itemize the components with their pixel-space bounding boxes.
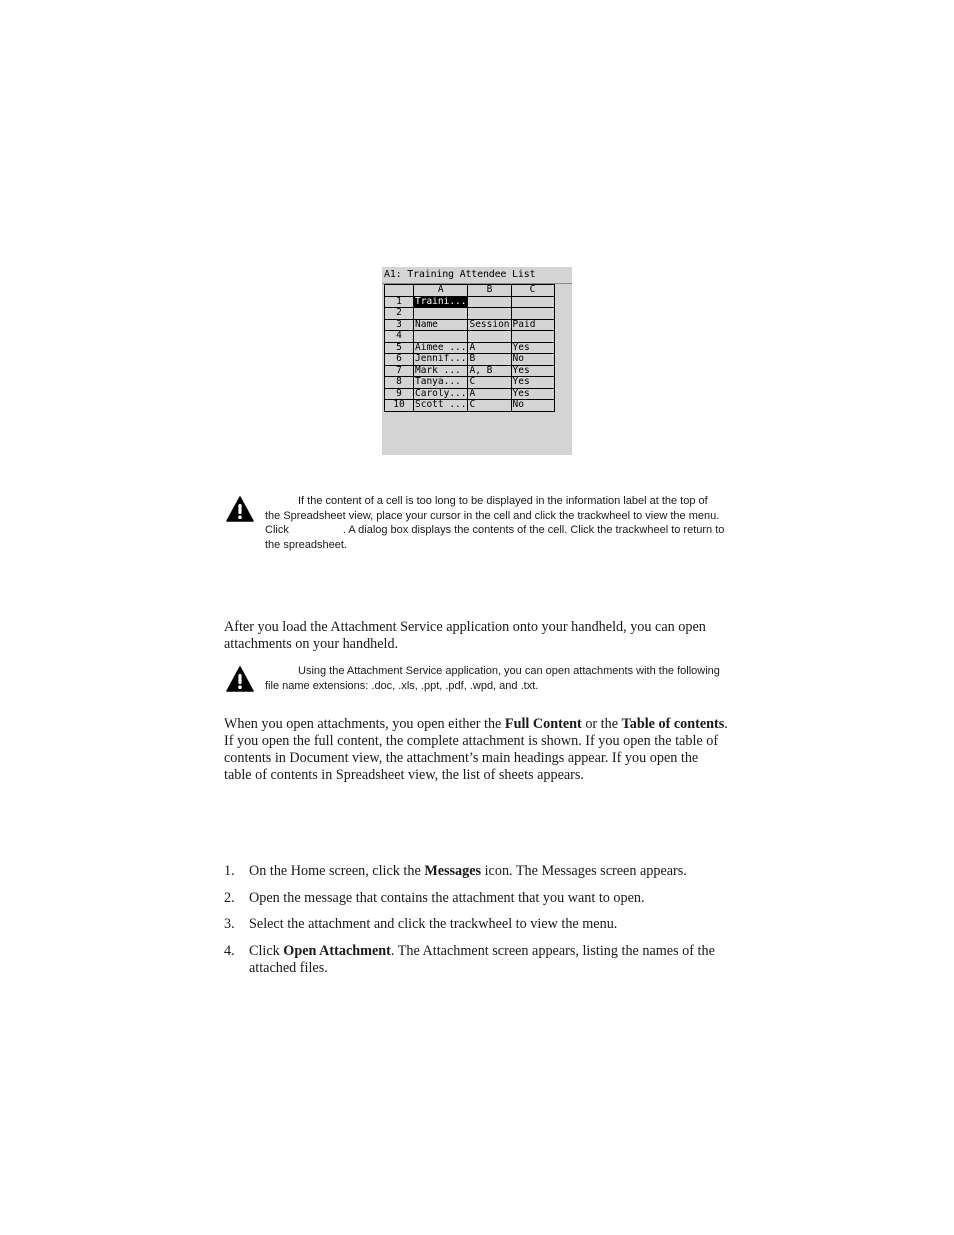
table-row	[385, 388, 555, 400]
table-row	[385, 331, 555, 343]
row-number: 8	[385, 377, 414, 389]
warning-icon	[226, 666, 254, 692]
table-row	[385, 308, 555, 320]
spreadsheet-cell[interactable]	[511, 296, 554, 308]
row-number: 10	[385, 400, 414, 412]
spreadsheet-cell[interactable]: Yes	[511, 377, 554, 389]
row-number: 2	[385, 308, 414, 320]
row-number: 3	[385, 319, 414, 331]
step-number: 3.	[224, 916, 235, 932]
spreadsheet-cell[interactable]: Aimee ...	[415, 342, 467, 353]
table-row	[385, 365, 555, 377]
spreadsheet-cell[interactable]	[511, 308, 554, 320]
table-row	[385, 400, 555, 412]
spreadsheet-cell[interactable]: Scott ...	[415, 399, 467, 411]
warning-icon	[226, 496, 254, 522]
step-ui-term: Open Attachment	[283, 942, 391, 959]
step-text: Open the message that contains the attachment that you want to open.	[249, 889, 645, 906]
spreadsheet-cell[interactable]	[414, 331, 468, 343]
step-number: 4.	[224, 942, 235, 959]
spreadsheet-cell[interactable]: No	[511, 400, 554, 412]
note-text-part1: If the content of a cell is too long to be displayed in the information label at the top of the Spreadsheet view, place your cursor in the cell and click the trackwheel to view the menu. Click	[265, 495, 720, 537]
para-text: . If you open the full content, the complete attachment is shown. If you open the table of contents in Document view, the attachment’s main headings appear. If you open the table of contents in Spreadsheet view, the list of sheets appears.	[224, 716, 728, 783]
spreadsheet-cell[interactable]: B	[468, 354, 511, 366]
spreadsheet-cell[interactable]: Tanya...	[414, 377, 468, 389]
row-number: 6	[385, 354, 414, 366]
table-row	[385, 377, 555, 389]
note-cell-content	[226, 494, 726, 552]
step-item	[224, 943, 729, 977]
spreadsheet-cell[interactable]: Paid	[511, 319, 554, 331]
spreadsheet-cell[interactable]: Traini...	[415, 296, 467, 307]
step-text: Select the attachment and click the trackwheel to view the menu.	[249, 916, 618, 932]
information-label: A1: Training Attendee List	[384, 269, 536, 280]
table-row	[385, 296, 555, 308]
spreadsheet-cell[interactable]	[468, 331, 511, 343]
table-row	[385, 354, 555, 366]
spreadsheet-cell[interactable]: No	[511, 354, 554, 366]
row-number: 4	[385, 331, 414, 343]
spreadsheet-cell[interactable]: A	[468, 388, 511, 400]
step-number: 1.	[224, 863, 235, 879]
table-row	[385, 342, 555, 354]
intro-paragraph: After you load the Attachment Service application onto your handheld, you can open attachments on your handheld.	[224, 619, 706, 652]
note-text: Using the Attachment Service application, you can open attachments with the following file name extensions: .doc, .xls, .ppt, .pdf, .wpd, and .txt.	[265, 665, 720, 692]
column-header[interactable]: A	[414, 285, 468, 297]
para-text: When you open attachments, you open either the	[224, 716, 505, 732]
spreadsheet-cell[interactable]: Yes	[511, 342, 554, 354]
full-content-term: Full Content	[504, 716, 582, 732]
step-item	[224, 890, 729, 907]
step-item	[224, 916, 729, 933]
spreadsheet-cell[interactable]	[468, 296, 511, 308]
spreadsheet-cell[interactable]: Session	[469, 319, 510, 330]
spreadsheet-cell[interactable]: Name	[414, 319, 468, 331]
spreadsheet-cell[interactable]: Yes	[511, 365, 554, 377]
row-number: 7	[385, 365, 414, 377]
spreadsheet-cell[interactable]: A	[468, 342, 511, 354]
spreadsheet-cell[interactable]	[511, 331, 554, 343]
step-item	[224, 863, 729, 880]
table-of-contents-term: Table of contents	[621, 716, 725, 732]
spreadsheet-cell[interactable]: A, B	[468, 365, 511, 377]
column-header[interactable]: B	[468, 285, 511, 297]
spreadsheet-cell[interactable]: Jennif...	[415, 353, 467, 365]
row-number: 5	[385, 342, 414, 354]
row-number: 1	[385, 296, 414, 308]
step-text: icon. The Messages screen appears.	[481, 863, 687, 879]
row-number: 9	[385, 388, 414, 400]
spreadsheet-cell[interactable]: Mark ...	[414, 365, 468, 377]
table-row	[385, 319, 555, 331]
spreadsheet-cell[interactable]: Yes	[511, 388, 554, 400]
para-text: or the	[581, 716, 622, 732]
step-number: 2.	[224, 889, 235, 906]
step-ui-term: Messages	[424, 863, 482, 879]
note-file-extensions	[226, 664, 726, 693]
open-attachments-paragraph	[224, 716, 729, 784]
spreadsheet-cell[interactable]: C	[468, 377, 511, 389]
column-header[interactable]: C	[511, 285, 554, 297]
corner-cell	[385, 285, 414, 297]
step-text: Click	[249, 942, 284, 959]
procedure-steps	[224, 863, 729, 986]
spreadsheet-cell[interactable]	[468, 308, 511, 320]
spreadsheet-screenshot	[382, 267, 572, 455]
spreadsheet-cell[interactable]: Caroly...	[415, 388, 467, 399]
spreadsheet-cell[interactable]	[414, 308, 468, 320]
note-text-part2: . A dialog box displays the contents of the cell. Click the trackwheel to return to the spreadsheet.	[265, 524, 725, 551]
column-header-row	[385, 285, 555, 297]
step-text: On the Home screen, click the	[249, 863, 425, 879]
spreadsheet-grid	[384, 284, 555, 412]
spreadsheet-cell[interactable]: C	[468, 400, 511, 412]
step-text: . The Attachment screen appears, listing the names of the attached files.	[249, 942, 715, 976]
